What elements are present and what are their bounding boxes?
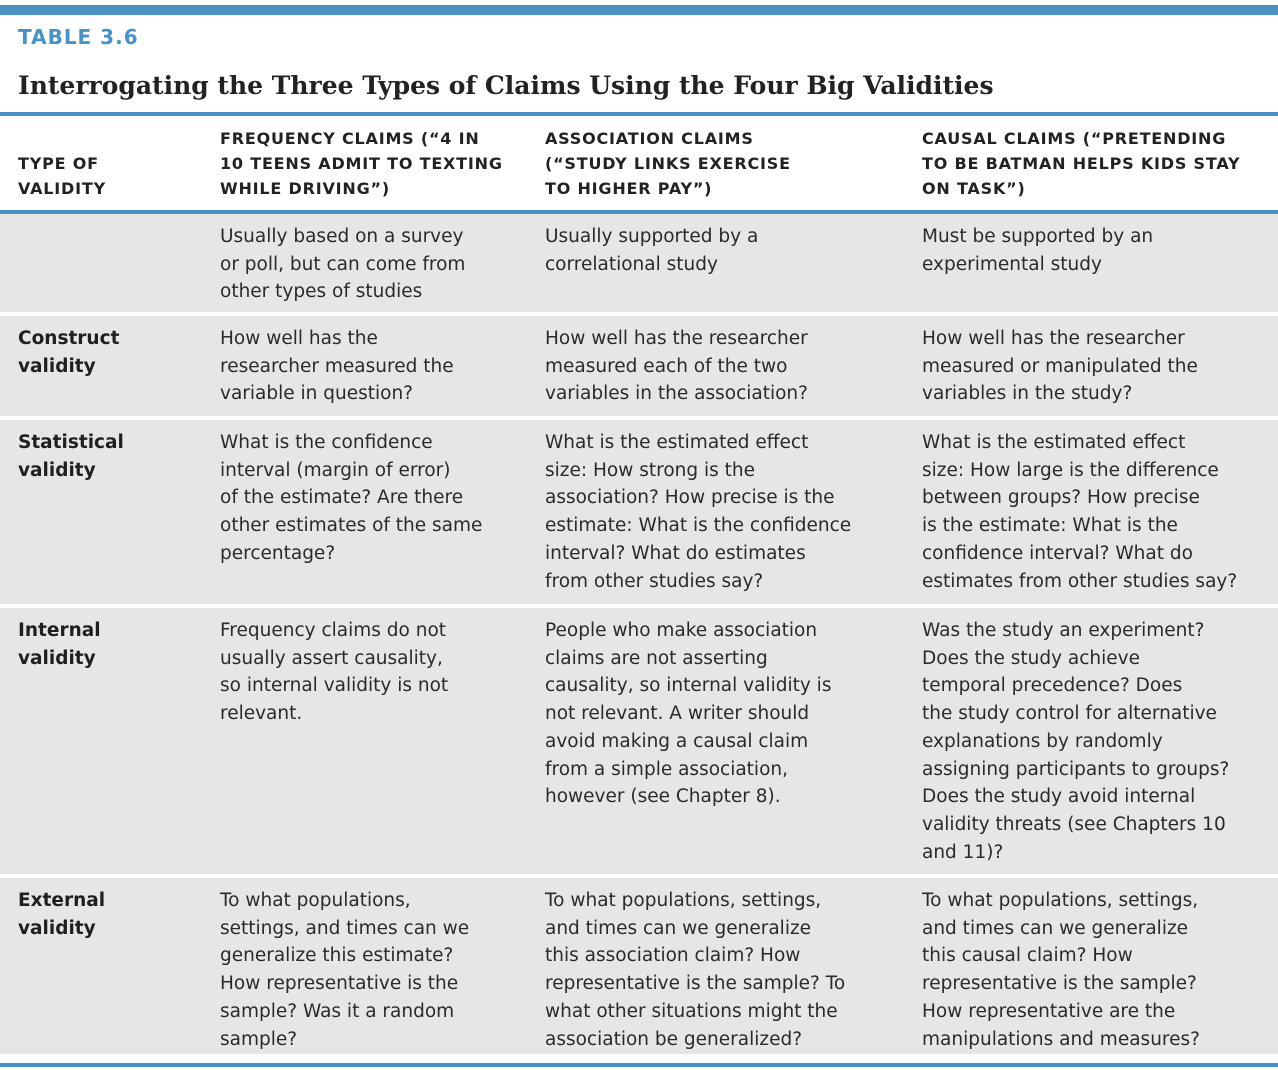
row-association-cell: To what populations, settings, and times can we generalize this association claim? How representative is the sample? To what other situations might the association be generalized? <box>545 890 846 1050</box>
row-causal-cell: What is the estimated effect size: How large is the difference between groups? How precise is the estimate: What is the confidence interval? What do estimates from other studies say? <box>922 432 1238 592</box>
row-validity-label: External validity <box>18 890 106 939</box>
row-validity-label: Statistical validity <box>18 432 124 481</box>
row-association-cell: People who make association claims are not asserting causality, so internal validity is not relevant. A writer should avoid making a causal claim from a simple association, however (see Chapter 8). <box>545 620 832 808</box>
table-row-internal <box>0 604 1278 874</box>
row-validity-label: Construct validity <box>18 328 120 377</box>
row-frequency-cell: How well has the researcher measured the variable in question? <box>220 328 454 405</box>
table-row-description <box>0 214 1278 312</box>
row-association-cell: Usually supported by a correlational study <box>545 226 759 275</box>
row-causal-cell: Was the study an experiment? Does the study achieve temporal precedence? Does the study control for alternative explanations by randomly assigning participants to groups? Does the study avoid internal validity threats (see Chapters 10 and 11)? <box>922 620 1230 863</box>
row-frequency-cell: Usually based on a survey or poll, but can come from other types of studies <box>220 226 466 303</box>
header-causal-claims: CAUSAL CLAIMS (“PRETENDING TO BE BATMAN HELPS KIDS STAY ON TASK”) <box>922 129 1241 198</box>
top-rule <box>0 5 1278 15</box>
header-association-claims: ASSOCIATION CLAIMS (“STUDY LINKS EXERCISE TO HIGHER PAY”) <box>545 129 791 198</box>
header-type-of-validity: TYPE OF VALIDITY <box>18 154 106 198</box>
row-validity-label <box>0 214 202 312</box>
row-frequency-cell: Frequency claims do not usually assert causality, so internal validity is not relevant. <box>220 620 449 725</box>
table-label: TABLE 3.6 <box>18 25 139 49</box>
table-title: Interrogating the Three Types of Claims Using the Four Big Validities <box>18 71 994 100</box>
table-row-statistical <box>0 416 1278 604</box>
row-frequency-cell: To what populations, settings, and times can we generalize this estimate? How representative is the sample? Was it a random sample? <box>220 890 470 1050</box>
row-association-cell: What is the estimated effect size: How strong is the association? How precise is the estimate: What is the confidence interval? What do estimates from other studies say? <box>545 432 852 592</box>
row-causal-cell: How well has the researcher measured or manipulated the variables in the study? <box>922 328 1198 405</box>
row-association-cell: How well has the researcher measured each of the two variables in the association? <box>545 328 808 405</box>
bottom-rule <box>0 1063 1278 1067</box>
header-frequency-claims: FREQUENCY CLAIMS (“4 IN 10 TEENS ADMIT TO TEXTING WHILE DRIVING”) <box>220 129 503 198</box>
table-row-external <box>0 874 1278 1054</box>
validity-table <box>0 112 1278 1054</box>
row-validity-label: Internal validity <box>18 620 101 669</box>
table-row-construct <box>0 312 1278 416</box>
table-header-row <box>0 116 1278 210</box>
row-causal-cell: Must be supported by an experimental study <box>922 226 1154 275</box>
row-frequency-cell: What is the confidence interval (margin of error) of the estimate? Are there other estimates of the same percentage? <box>220 432 483 564</box>
row-causal-cell: To what populations, settings, and times can we generalize this causal claim? How representative is the sample? How representative are the manipulations and measures? <box>922 890 1200 1050</box>
